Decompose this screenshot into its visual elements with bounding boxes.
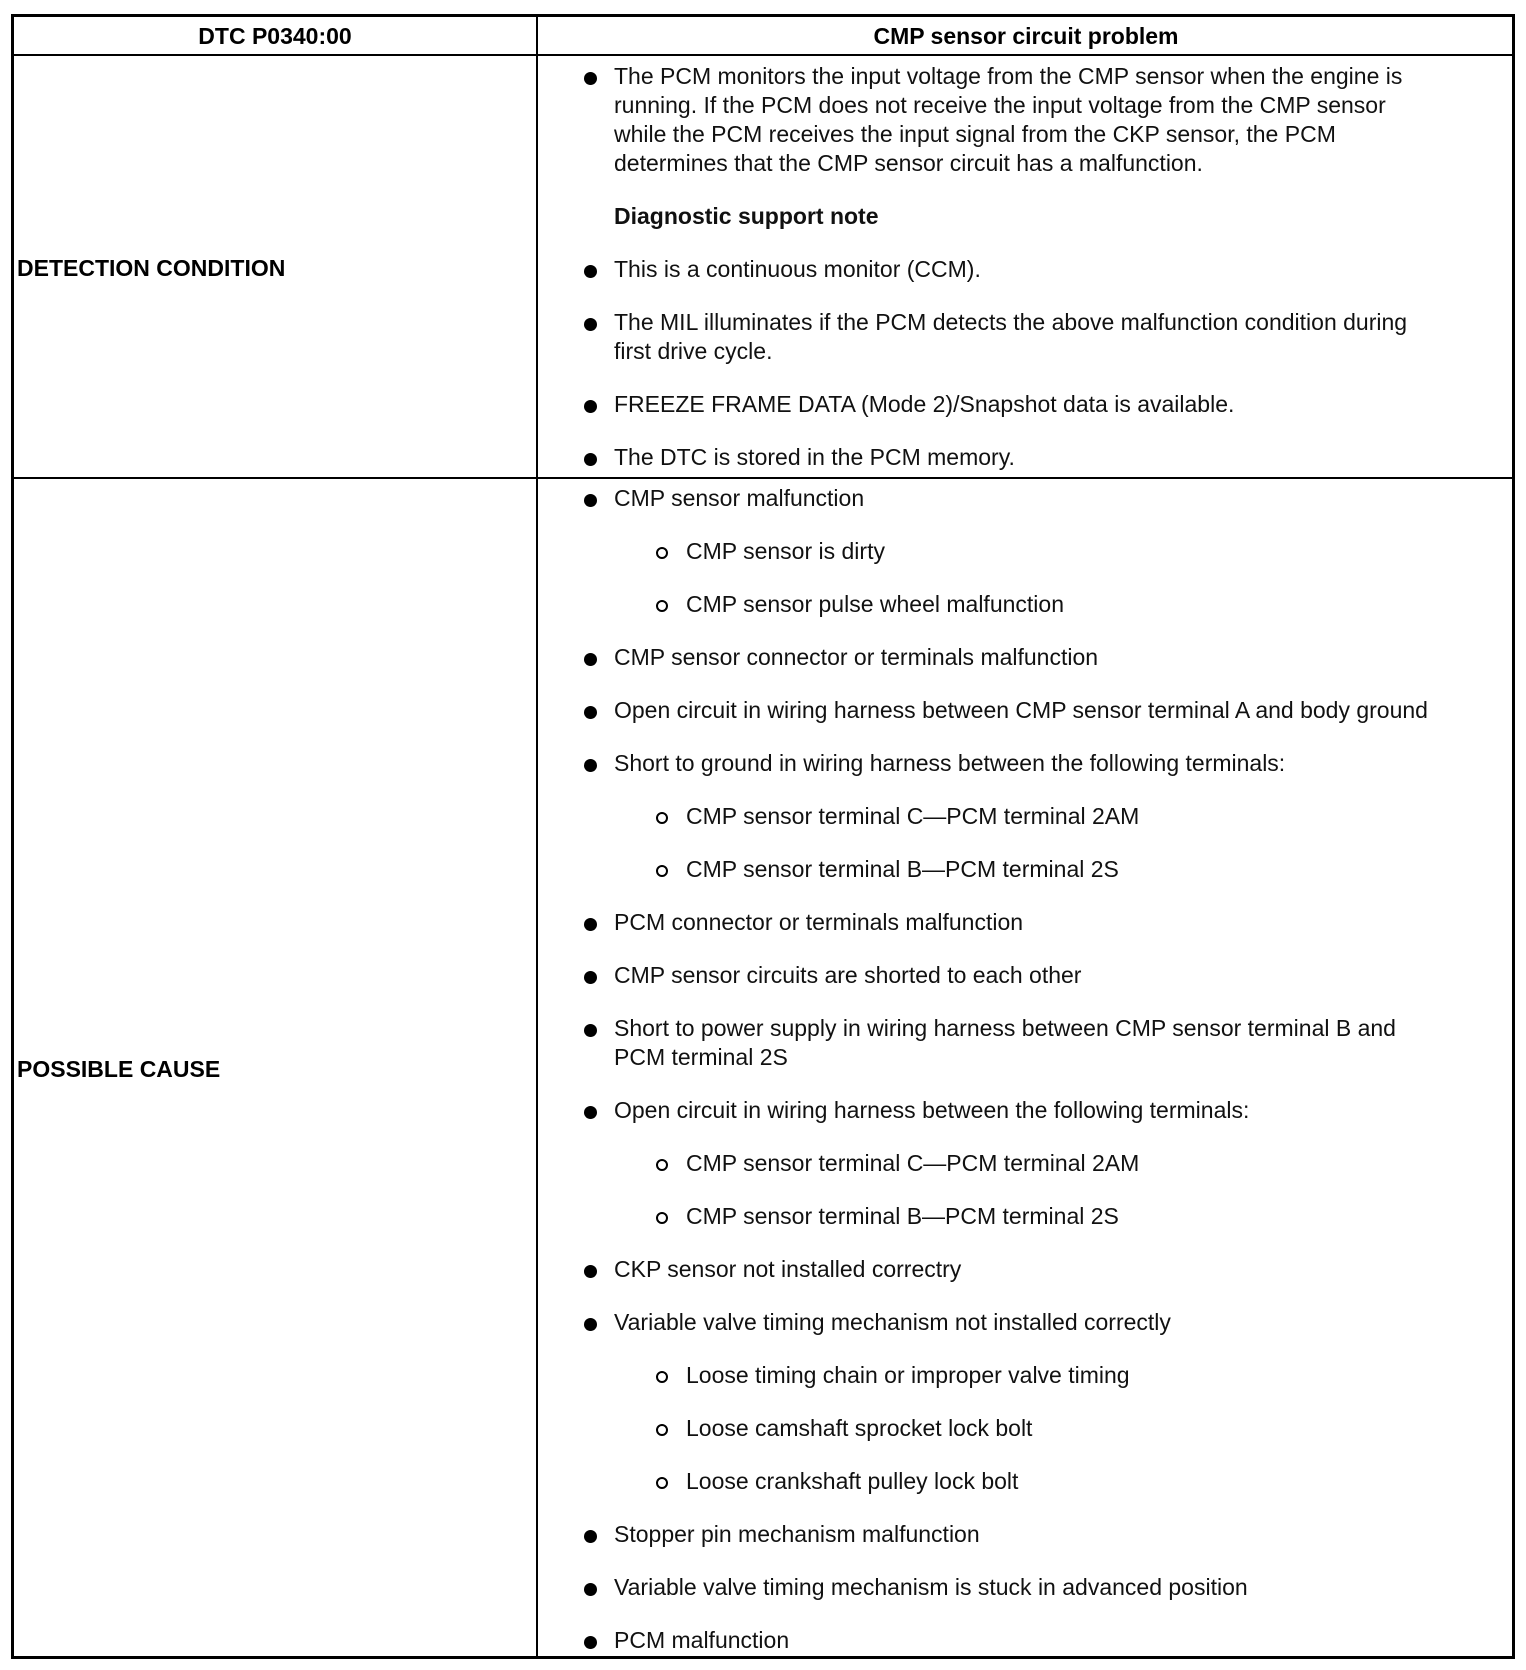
dtc-title: CMP sensor circuit problem	[873, 23, 1179, 49]
sub-bullet-icon	[656, 1371, 668, 1383]
bullet-icon	[584, 72, 597, 85]
list-item-text: PCM connector or terminals malfunction	[614, 909, 1024, 935]
list-item-text: Short to ground in wiring harness between the following terminals:	[614, 750, 1286, 776]
list-item-text: The PCM monitors the input voltage from the CMP sensor when the engine is	[614, 63, 1403, 89]
list-item-text: Loose camshaft sprocket lock bolt	[686, 1415, 1033, 1441]
column-divider	[536, 14, 538, 1659]
list-item-text: CMP sensor circuits are shorted to each other	[614, 962, 1082, 988]
list-item-text: first drive cycle.	[614, 338, 773, 364]
sub-bullet-icon	[656, 1159, 668, 1171]
list-item-text: CMP sensor terminal C—PCM terminal 2AM	[686, 803, 1140, 829]
list-item-text: determines that the CMP sensor circuit has a malfunction.	[614, 150, 1203, 176]
bullet-icon	[584, 494, 597, 507]
sub-bullet-icon	[656, 600, 668, 612]
list-item-text: The MIL illuminates if the PCM detects the above malfunction condition during	[614, 309, 1408, 335]
list-item-text: Variable valve timing mechanism is stuck in advanced position	[614, 1574, 1248, 1600]
bullet-icon	[584, 1265, 597, 1278]
list-item-text: Open circuit in wiring harness between CMP sensor terminal A and body ground	[614, 697, 1428, 723]
list-item-text: Stopper pin mechanism malfunction	[614, 1521, 980, 1547]
bullet-icon	[584, 706, 597, 719]
list-item-text: CMP sensor terminal B—PCM terminal 2S	[686, 1203, 1119, 1229]
list-item-text: Short to power supply in wiring harness between CMP sensor terminal B and	[614, 1015, 1396, 1041]
sub-bullet-icon	[656, 1477, 668, 1489]
bullet-icon	[584, 1318, 597, 1331]
row-divider	[11, 477, 1515, 479]
bullet-icon	[584, 653, 597, 666]
bullet-icon	[584, 1583, 597, 1596]
sub-bullet-icon	[656, 547, 668, 559]
sub-bullet-icon	[656, 865, 668, 877]
list-item-text: Loose crankshaft pulley lock bolt	[686, 1468, 1019, 1494]
list-item-text: CMP sensor terminal C—PCM terminal 2AM	[686, 1150, 1140, 1176]
list-item-text: CMP sensor connector or terminals malfunction	[614, 644, 1099, 670]
bullet-icon	[584, 400, 597, 413]
bullet-icon	[584, 1636, 597, 1649]
bullet-icon	[584, 453, 597, 466]
bullet-icon	[584, 318, 597, 331]
list-item-text: running. If the PCM does not receive the input voltage from the CMP sensor	[614, 92, 1386, 118]
list-item-text: while the PCM receives the input signal from the CKP sensor, the PCM	[614, 121, 1336, 147]
bullet-icon	[584, 971, 597, 984]
row-label-detection-condition: DETECTION CONDITION	[17, 255, 286, 281]
list-item-text: The DTC is stored in the PCM memory.	[614, 444, 1015, 470]
bullet-icon	[584, 759, 597, 772]
bullet-icon	[584, 918, 597, 931]
list-item-text: CMP sensor malfunction	[614, 485, 865, 511]
sub-bullet-icon	[656, 1424, 668, 1436]
header-divider	[11, 54, 1515, 56]
bullet-icon	[584, 1106, 597, 1119]
list-item-text: This is a continuous monitor (CCM).	[614, 256, 981, 282]
section-heading: Diagnostic support note	[614, 203, 879, 229]
list-item-text: PCM terminal 2S	[614, 1044, 788, 1070]
list-item-text: FREEZE FRAME DATA (Mode 2)/Snapshot data is available.	[614, 391, 1235, 417]
list-item-text: Variable valve timing mechanism not installed correctly	[614, 1309, 1171, 1335]
bullet-icon	[584, 1024, 597, 1037]
list-item-text: PCM malfunction	[614, 1627, 790, 1653]
list-item-text: Open circuit in wiring harness between the following terminals:	[614, 1097, 1250, 1123]
sub-bullet-icon	[656, 812, 668, 824]
list-item-text: CMP sensor terminal B—PCM terminal 2S	[686, 856, 1119, 882]
bullet-icon	[584, 265, 597, 278]
bullet-icon	[584, 1530, 597, 1543]
list-item-text: CMP sensor pulse wheel malfunction	[686, 591, 1064, 617]
list-item-text: CMP sensor is dirty	[686, 538, 885, 564]
row-label-possible-cause: POSSIBLE CAUSE	[17, 1056, 221, 1082]
dtc-code: DTC P0340:00	[198, 23, 352, 49]
list-item-text: CKP sensor not installed correctry	[614, 1256, 962, 1282]
sub-bullet-icon	[656, 1212, 668, 1224]
list-item-text: Loose timing chain or improper valve timing	[686, 1362, 1130, 1388]
